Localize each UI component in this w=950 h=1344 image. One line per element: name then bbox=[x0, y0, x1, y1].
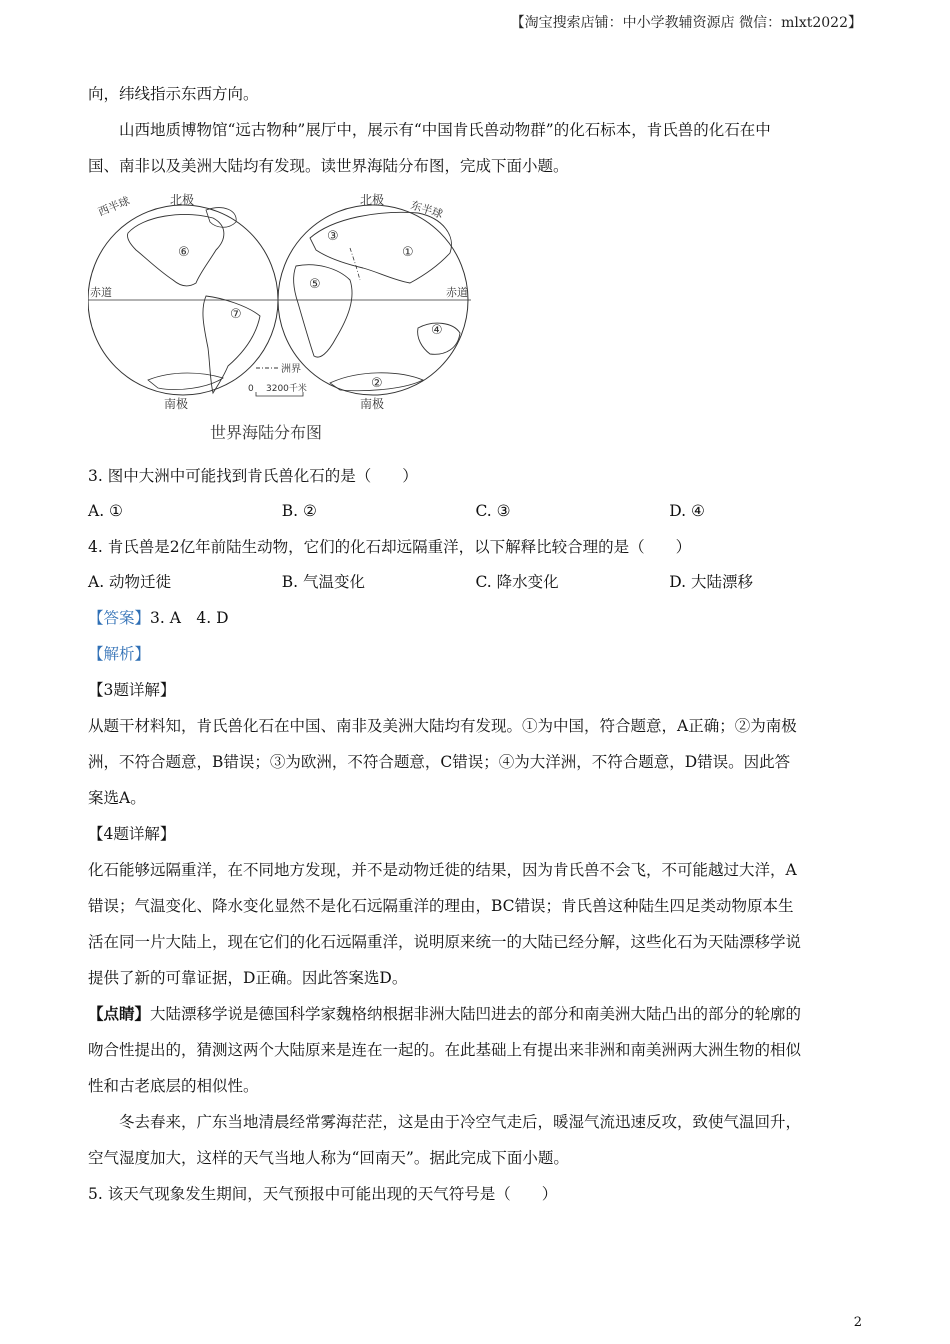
d3-line-1: 从题干材料知，肯氏兽化石在中国、南非及美洲大陆均有发现。①为中国，符合题意，A正确；②为南极 bbox=[88, 717, 797, 735]
q4-options bbox=[88, 565, 863, 600]
dianjing-line-1 bbox=[88, 996, 863, 1032]
equator-label-east: 赤道 bbox=[446, 286, 468, 299]
map-title: 世界海陆分布图 bbox=[210, 423, 323, 442]
q4-option-c[interactable]: C. 降水变化 bbox=[475, 573, 559, 591]
d4-line-4: 提供了新的可靠证据，D正确。因此答案选D。 bbox=[88, 969, 408, 987]
marker-3: ③ bbox=[327, 229, 339, 244]
page-number: 2 bbox=[853, 1315, 862, 1330]
q3-options bbox=[88, 494, 863, 529]
answer-label: 【答案】 bbox=[88, 609, 151, 627]
document-body bbox=[88, 76, 863, 1212]
q3-option-d[interactable]: D. ④ bbox=[669, 502, 705, 520]
passage2-line-1: 冬去春来，广东当地清晨经常雾海茫茫，这是由于冷空气走后，暖湿气流迅速反攻，致使气温回升， bbox=[119, 1113, 802, 1131]
q4-option-d[interactable]: D. 大陆漂移 bbox=[669, 573, 753, 591]
marker-4: ④ bbox=[431, 323, 443, 338]
north-pole-label-west: 北极 bbox=[170, 193, 195, 207]
answer-text: 3. A 4. D bbox=[150, 609, 229, 627]
dianjing-label: 【点睛】 bbox=[88, 1004, 151, 1023]
intro-line: 向，纬线指示东西方向。 bbox=[88, 85, 259, 103]
d4-line-3: 活在同一片大陆上，现在它们的化石远隔重洋，说明原来统一的大陆已经分解，这些化石为天陆漂移学说 bbox=[88, 933, 802, 951]
south-pole-label-east: 南极 bbox=[360, 397, 385, 411]
africa-outline bbox=[294, 265, 353, 357]
eurasia-outline bbox=[310, 212, 451, 283]
equator-label-west: 赤道 bbox=[90, 286, 112, 299]
scale-zero: 0 bbox=[248, 384, 254, 394]
q5-stem: 5. 该天气现象发生期间，天气预报中可能出现的天气符号是（ ） bbox=[88, 1185, 558, 1203]
analysis-label: 【解析】 bbox=[88, 645, 151, 663]
dianjing-text-1: 大陆漂移学说是德国科学家魏格纳根据非洲大陆凹进去的部分和南美洲大陆凸出的部分的轮廓的 bbox=[150, 1005, 802, 1023]
d4-line-2: 错误；气温变化、降水变化显然不是化石远隔重洋的理由，BC错误；肯氏兽这种陆生四足类动物原本生 bbox=[88, 897, 794, 915]
d3-line-2: 洲，不符合题意，B错误；③为欧洲，不符合题意，C错误；④为大洋洲，不符合题意，D错误。因此答 bbox=[88, 753, 791, 771]
marker-7: ⑦ bbox=[230, 307, 242, 322]
continent-boundary-line bbox=[350, 248, 360, 280]
marker-5: ⑤ bbox=[309, 277, 321, 292]
passage1-line-2: 国、南非以及美洲大陆均有发现。读世界海陆分布图，完成下面小题。 bbox=[88, 157, 569, 175]
marker-1: ① bbox=[402, 245, 414, 260]
marker-2: ② bbox=[371, 376, 383, 391]
world-land-sea-map bbox=[88, 188, 488, 448]
marker-6: ⑥ bbox=[178, 245, 190, 260]
west-hemisphere-label: 西半球 bbox=[96, 194, 132, 219]
answer-line bbox=[88, 600, 863, 636]
q4-option-a[interactable]: A. 动物迁徙 bbox=[88, 573, 172, 591]
q3-option-a[interactable]: A. ① bbox=[88, 502, 123, 520]
north-pole-label-east: 北极 bbox=[360, 193, 385, 207]
q4-stem: 4. 肯氏兽是2亿年前陆生动物，它们的化石却远隔重洋，以下解释比较合理的是（ ） bbox=[88, 538, 692, 556]
east-hemisphere-label: 东半球 bbox=[409, 198, 445, 222]
d3-line-3: 案选A。 bbox=[88, 789, 146, 807]
q3-option-b[interactable]: B. ② bbox=[281, 502, 317, 520]
south-pole-label-west: 南极 bbox=[164, 397, 189, 411]
d4-label: 【4题详解】 bbox=[88, 825, 176, 843]
north-america-outline bbox=[127, 214, 223, 285]
scale-value: 3200千米 bbox=[266, 384, 307, 394]
q4-option-b[interactable]: B. 气温变化 bbox=[281, 573, 365, 591]
passage1-line-1: 山西地质博物馆“远古物种”展厅中，展示有“中国肯氏兽动物群”的化石标本，肯氏兽的化石在中 bbox=[119, 121, 771, 139]
d4-line-1: 化石能够远隔重洋，在不同地方发现，并不是动物迁徙的结果，因为肯氏兽不会飞，不可能越过大洋，A bbox=[88, 861, 797, 879]
dianjing-line-3: 性和古老底层的相似性。 bbox=[88, 1077, 259, 1095]
dianjing-line-2: 吻合性提出的，猜测这两个大陆原来是连在一起的。在此基础上有提出来非洲和南美洲两大洲生物的相似 bbox=[88, 1041, 802, 1059]
passage2-line-2: 空气湿度加大，这样的天气当地人称为“回南天”。据此完成下面小题。 bbox=[88, 1149, 569, 1167]
page-header: 【淘宝搜索店铺：中小学教辅资源店 微信：mlxt2022】 bbox=[510, 15, 862, 31]
legend-boundary-label: 洲界 bbox=[281, 364, 301, 375]
q3-stem: 3. 图中大洲中可能找到肯氏兽化石的是（ ） bbox=[88, 467, 418, 485]
q3-option-c[interactable]: C. ③ bbox=[475, 502, 511, 520]
d3-label: 【3题详解】 bbox=[88, 681, 176, 699]
